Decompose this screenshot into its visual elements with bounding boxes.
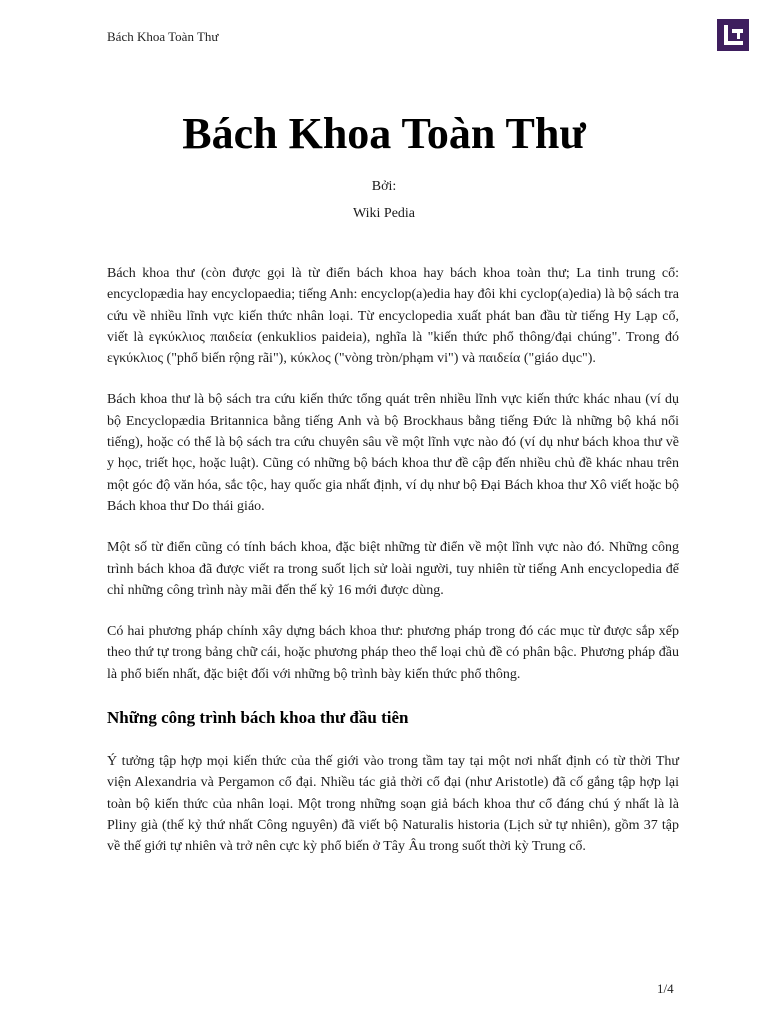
- document-body: [107, 263, 679, 878]
- running-header-title: Bách Khoa Toàn Thư: [107, 29, 219, 44]
- paragraph-dictionaries: Một số từ điển cũng có tính bách khoa, đặc biệt những từ điển về một lĩnh vực nào đó. Những công trình bách khoa đã được viết ra trong suốt lịch sử loài người, tuy nhiên từ tiếng Anh encyclopedia để chỉ những công trình này mãi đến thế kỷ 16 mới được dùng.: [107, 540, 679, 598]
- author-name: Wiki Pedia: [352, 206, 416, 221]
- paragraph-history: Ý tưởng tập hợp mọi kiến thức của thế giới vào trong tầm tay tại một nơi nhất định có từ thời Thư viện Alexandria và Pergamon cổ đại. Nhiều tác giả thời cổ đại (như Aristotle) đã cố gắng tập hợp lại toàn bộ kiến thức của nhân loại. Một trong những soạn giả bách khoa thư cổ đáng chú ý nhất là là Pliny già (thế kỷ thứ nhất Công nguyên) đã viết bộ Naturalis historia (Lịch sử tự nhiên), gồm 37 tập về thế giới tự nhiên và trở nên cực kỳ phổ biến ở Tây Âu trong suốt thời kỳ Trung cổ.: [107, 754, 679, 855]
- paragraph-intro: Bách khoa thư (còn được gọi là từ điển bách khoa hay bách khoa toàn thư; La tinh trung cổ: encyclopædia hay encyclopaedia; tiếng Anh: encyclop(a)edia hay đôi khi cyclop(a)edia) là bộ sách tra cứu về nhiều lĩnh vực kiến thức nhân loại. Từ encyclopedia xuất phát ban đầu từ tiếng Hy Lạp cổ, viết là εγκύκλιος παιδεία (enkuklios paideia), nghĩa là "kiến thức phổ thông/đại chúng". Trong đó εγκύκλιος ("phổ biến rộng rãi"), κύκλος ("vòng tròn/phạm vi") và παιδεία ("giáo dục").: [107, 266, 679, 367]
- document-title: Bách Khoa Toàn Thư: [182, 109, 586, 158]
- scribd-logo-icon[interactable]: [717, 19, 749, 51]
- paragraph-methods: Có hai phương pháp chính xây dựng bách khoa thư: phương pháp trong đó các mục từ được sắp xếp theo thứ tự trong bảng chữ cái, hoặc phương pháp theo thể loại chủ đề có phân bậc. Phương pháp đầu là phổ biến nhất, đặc biệt đối với những bộ trình bày kiến thức phổ thông.: [107, 624, 679, 682]
- page-number: 1/4: [657, 981, 674, 996]
- byline-label: Bởi:: [371, 179, 397, 194]
- paragraph-overview: Bách khoa thư là bộ sách tra cứu kiến thức tổng quát trên nhiều lĩnh vực kiến thức khác nhau (ví dụ bộ Encyclopædia Britannica bằng tiếng Anh và bộ Brockhaus bằng tiếng Đức là những bộ khá nổi tiếng), hoặc có thể là bộ sách tra cứu chuyên sâu về một lĩnh vực nào đó (ví dụ như bách khoa thư về y học, triết học, hoặc luật). Cũng có những bộ bách khoa thư đề cập đến nhiều chủ đề khác nhau trên một góc độ văn hóa, sắc tộc, hay quốc gia nhất định, ví dụ như bộ Đại Bách khoa thư Xô viết hoặc bộ Bách khoa thư Do thái giáo.: [107, 392, 679, 514]
- section-heading: Những công trình bách khoa thư đầu tiên: [107, 708, 409, 728]
